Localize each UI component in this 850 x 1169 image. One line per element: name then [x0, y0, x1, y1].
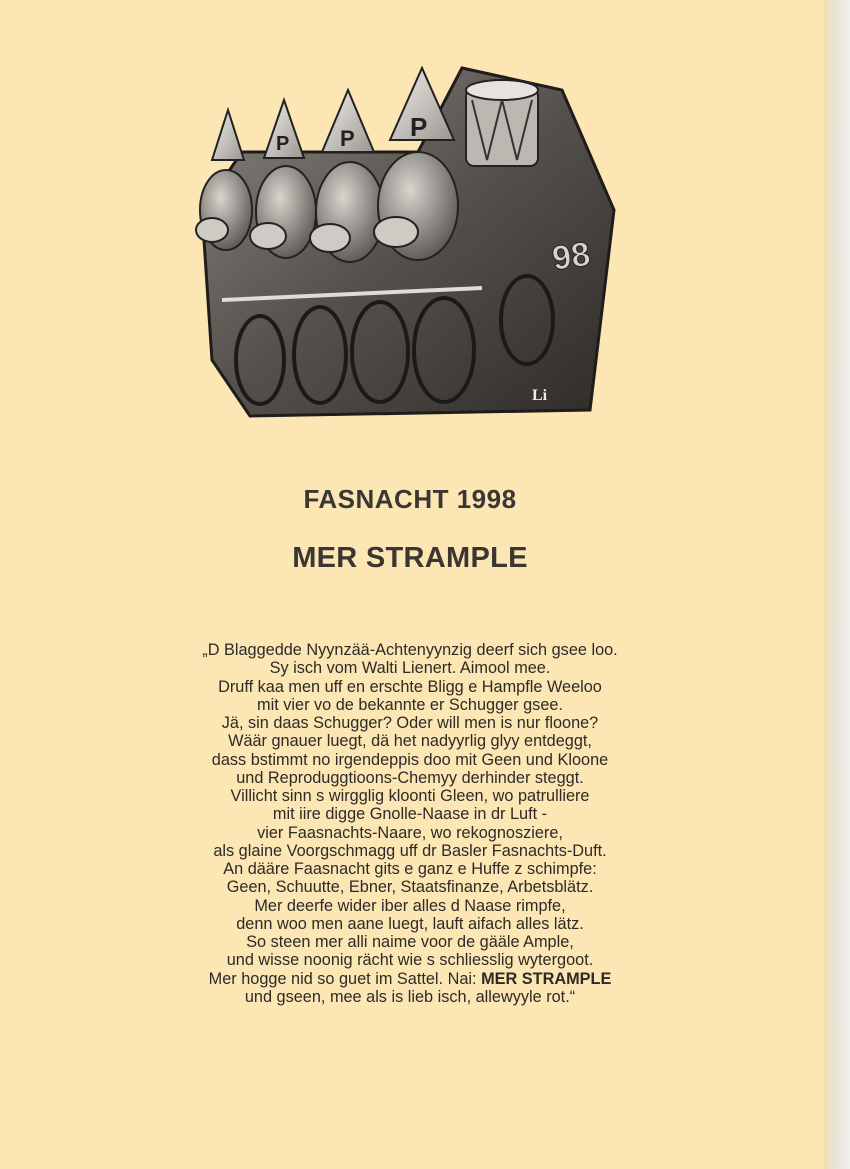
poem-line: Wäär gnauer luegt, dä het nadyyrlig glyy entdeggt,	[228, 732, 592, 751]
poem-line: dass bstimmt no irgendeppis doo mit Geen und Kloone	[211, 750, 609, 769]
poem-line: vier Faasnachts-Naare, wo rekognosziere,	[257, 823, 563, 842]
poem-line: Sy isch vom Walti Lienert. Aimool mee.	[269, 659, 551, 678]
poem-line: als glaine Voorgschmagg uff dr Basler Fasnachts-Duft.	[213, 841, 607, 860]
poem-line-prefix: Mer hogge nid so guet im Sattel. Nai:	[208, 969, 482, 988]
badge-year-text: 98	[549, 235, 593, 278]
poem-line: Mer deerfe wider iber alles d Naase rimpfe,	[254, 896, 566, 915]
drum-icon	[466, 80, 538, 166]
poem-line: und Reproduggtioons-Chemyy derhinder steggt.	[236, 768, 584, 787]
page-edge-shadow	[824, 0, 850, 1169]
artist-initials: Li	[532, 387, 548, 404]
poem-line: und wisse noonig rächt wie s schliesslig wytergoot.	[226, 951, 594, 970]
poem-line: „D Blaggedde Nyynzää-Achtenyynzig deerf sich gsee loo.	[202, 641, 618, 659]
poem-line: mit iire digge Gnolle-Naase in dr Luft -	[272, 805, 548, 824]
poem-line: denn woo men aane luegt, lauft aifach alles lätz.	[236, 914, 584, 933]
poem-motto-bold: MER STRAMPLE	[481, 969, 612, 988]
event-title: FASNACHT 1998	[303, 484, 517, 514]
svg-text:P: P	[410, 112, 428, 142]
poem-line: So steen mer alli naime voor de gääle Ample,	[246, 933, 574, 951]
poem-line: Druff kaa men uff en erschte Bligg e Hampfle Weeloo	[218, 677, 602, 696]
poem-line-last: und gseen, mee als is lieb isch, allewyyle rot.“	[244, 987, 576, 1006]
svg-text:P: P	[340, 126, 355, 151]
poem-text	[0, 641, 820, 1006]
motto-title: MER STRAMPLE	[292, 542, 528, 574]
poem-line: Villicht sinn s wirgglig kloonti Gleen, wo patrulliere	[230, 787, 590, 805]
poem-line: Geen, Schuutte, Ebner, Staatsfinanze, Arbetsblätz.	[226, 878, 594, 897]
poem-line: An dääre Faasnacht gits e ganz e Huffe z schimpfe:	[223, 860, 597, 878]
carnival-badge-image	[182, 60, 622, 422]
figure-1	[196, 110, 252, 250]
poem-line-motto	[0, 970, 820, 988]
poem-line: mit vier vo de bekannte er Schugger gsee.	[257, 695, 563, 714]
svg-text:P: P	[276, 133, 290, 155]
poem-line: Jä, sin daas Schugger? Oder will men is nur floone?	[221, 714, 599, 732]
